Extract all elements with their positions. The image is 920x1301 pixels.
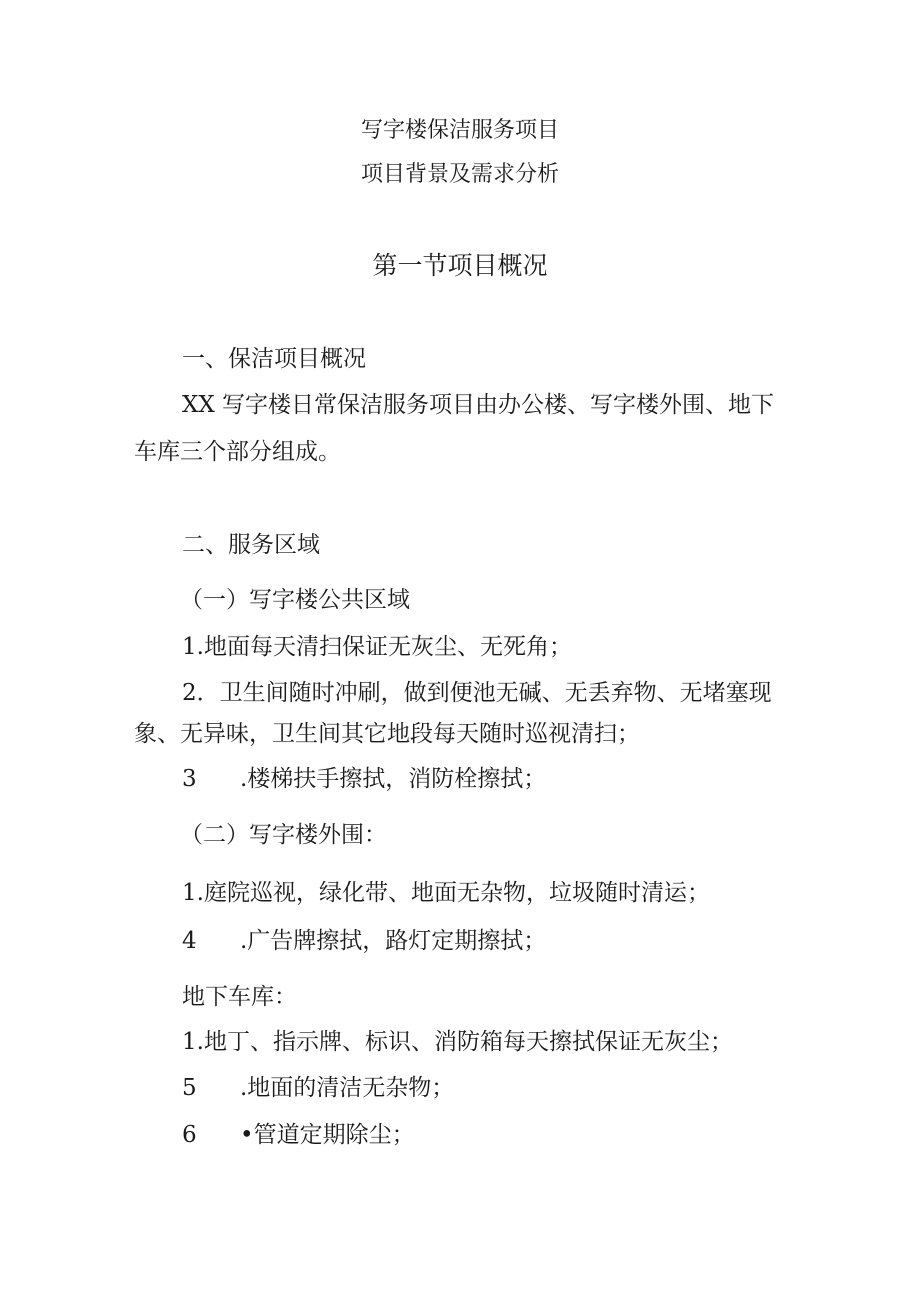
list-item-number: 4 (182, 928, 197, 954)
list-item-text: •管道定期除尘； (240, 1122, 415, 1148)
subheading-garage: 地下车库： (182, 984, 297, 1010)
list-item-number: 6 (182, 1122, 197, 1148)
heading-service-area: 二、服务区域 (182, 532, 320, 558)
list-item-garage-3 (182, 1120, 415, 1150)
list-item-text: .楼梯扶手擦拭，消防栓擦拭； (240, 766, 547, 792)
list-item-exterior-2 (182, 926, 546, 956)
list-item-public-2-line-2: 象、无异味，卫生间其它地段每天随时巡视清扫； (134, 721, 640, 747)
paragraph-overview-line-1: XX 写字楼日常保洁服务项目由办公楼、写字楼外围、地下 (182, 392, 775, 418)
list-item-public-1: 1.地面每天清扫保证无灰尘、无死角； (182, 634, 572, 660)
list-item-text: .广告牌擦拭，路灯定期擦拭； (240, 928, 547, 954)
list-item-number: 5 (182, 1075, 197, 1101)
document-title-line-2: 项目背景及需求分析 (360, 162, 559, 187)
heading-cleaning-overview: 一、保洁项目概况 (182, 346, 366, 372)
list-item-exterior-1: 1.庭院巡视，绿化带、地面无杂物，垃圾随时清运； (182, 880, 710, 906)
list-item-garage-2 (182, 1073, 454, 1103)
list-item-public-2-line-1: 2．卫生间随时冲刷，做到便池无碱、无丢弃物、无堵塞现 (182, 680, 772, 706)
paragraph-overview-line-2: 车库三个部分组成。 (134, 439, 341, 465)
subheading-exterior: （二）写字楼外围： (180, 822, 387, 848)
list-item-public-3 (182, 764, 546, 794)
list-item-garage-1: 1.地丁、指示牌、标识、消防箱每天擦拭保证无灰尘； (182, 1029, 733, 1055)
subheading-public-area: （一）写字楼公共区域 (180, 587, 410, 613)
list-item-text: .地面的清洁无杂物； (240, 1075, 455, 1101)
list-item-number: 3 (182, 766, 197, 792)
document-title-line-1: 写字楼保洁服务项目 (360, 118, 559, 143)
section-heading: 第一节项目概况 (372, 251, 548, 280)
